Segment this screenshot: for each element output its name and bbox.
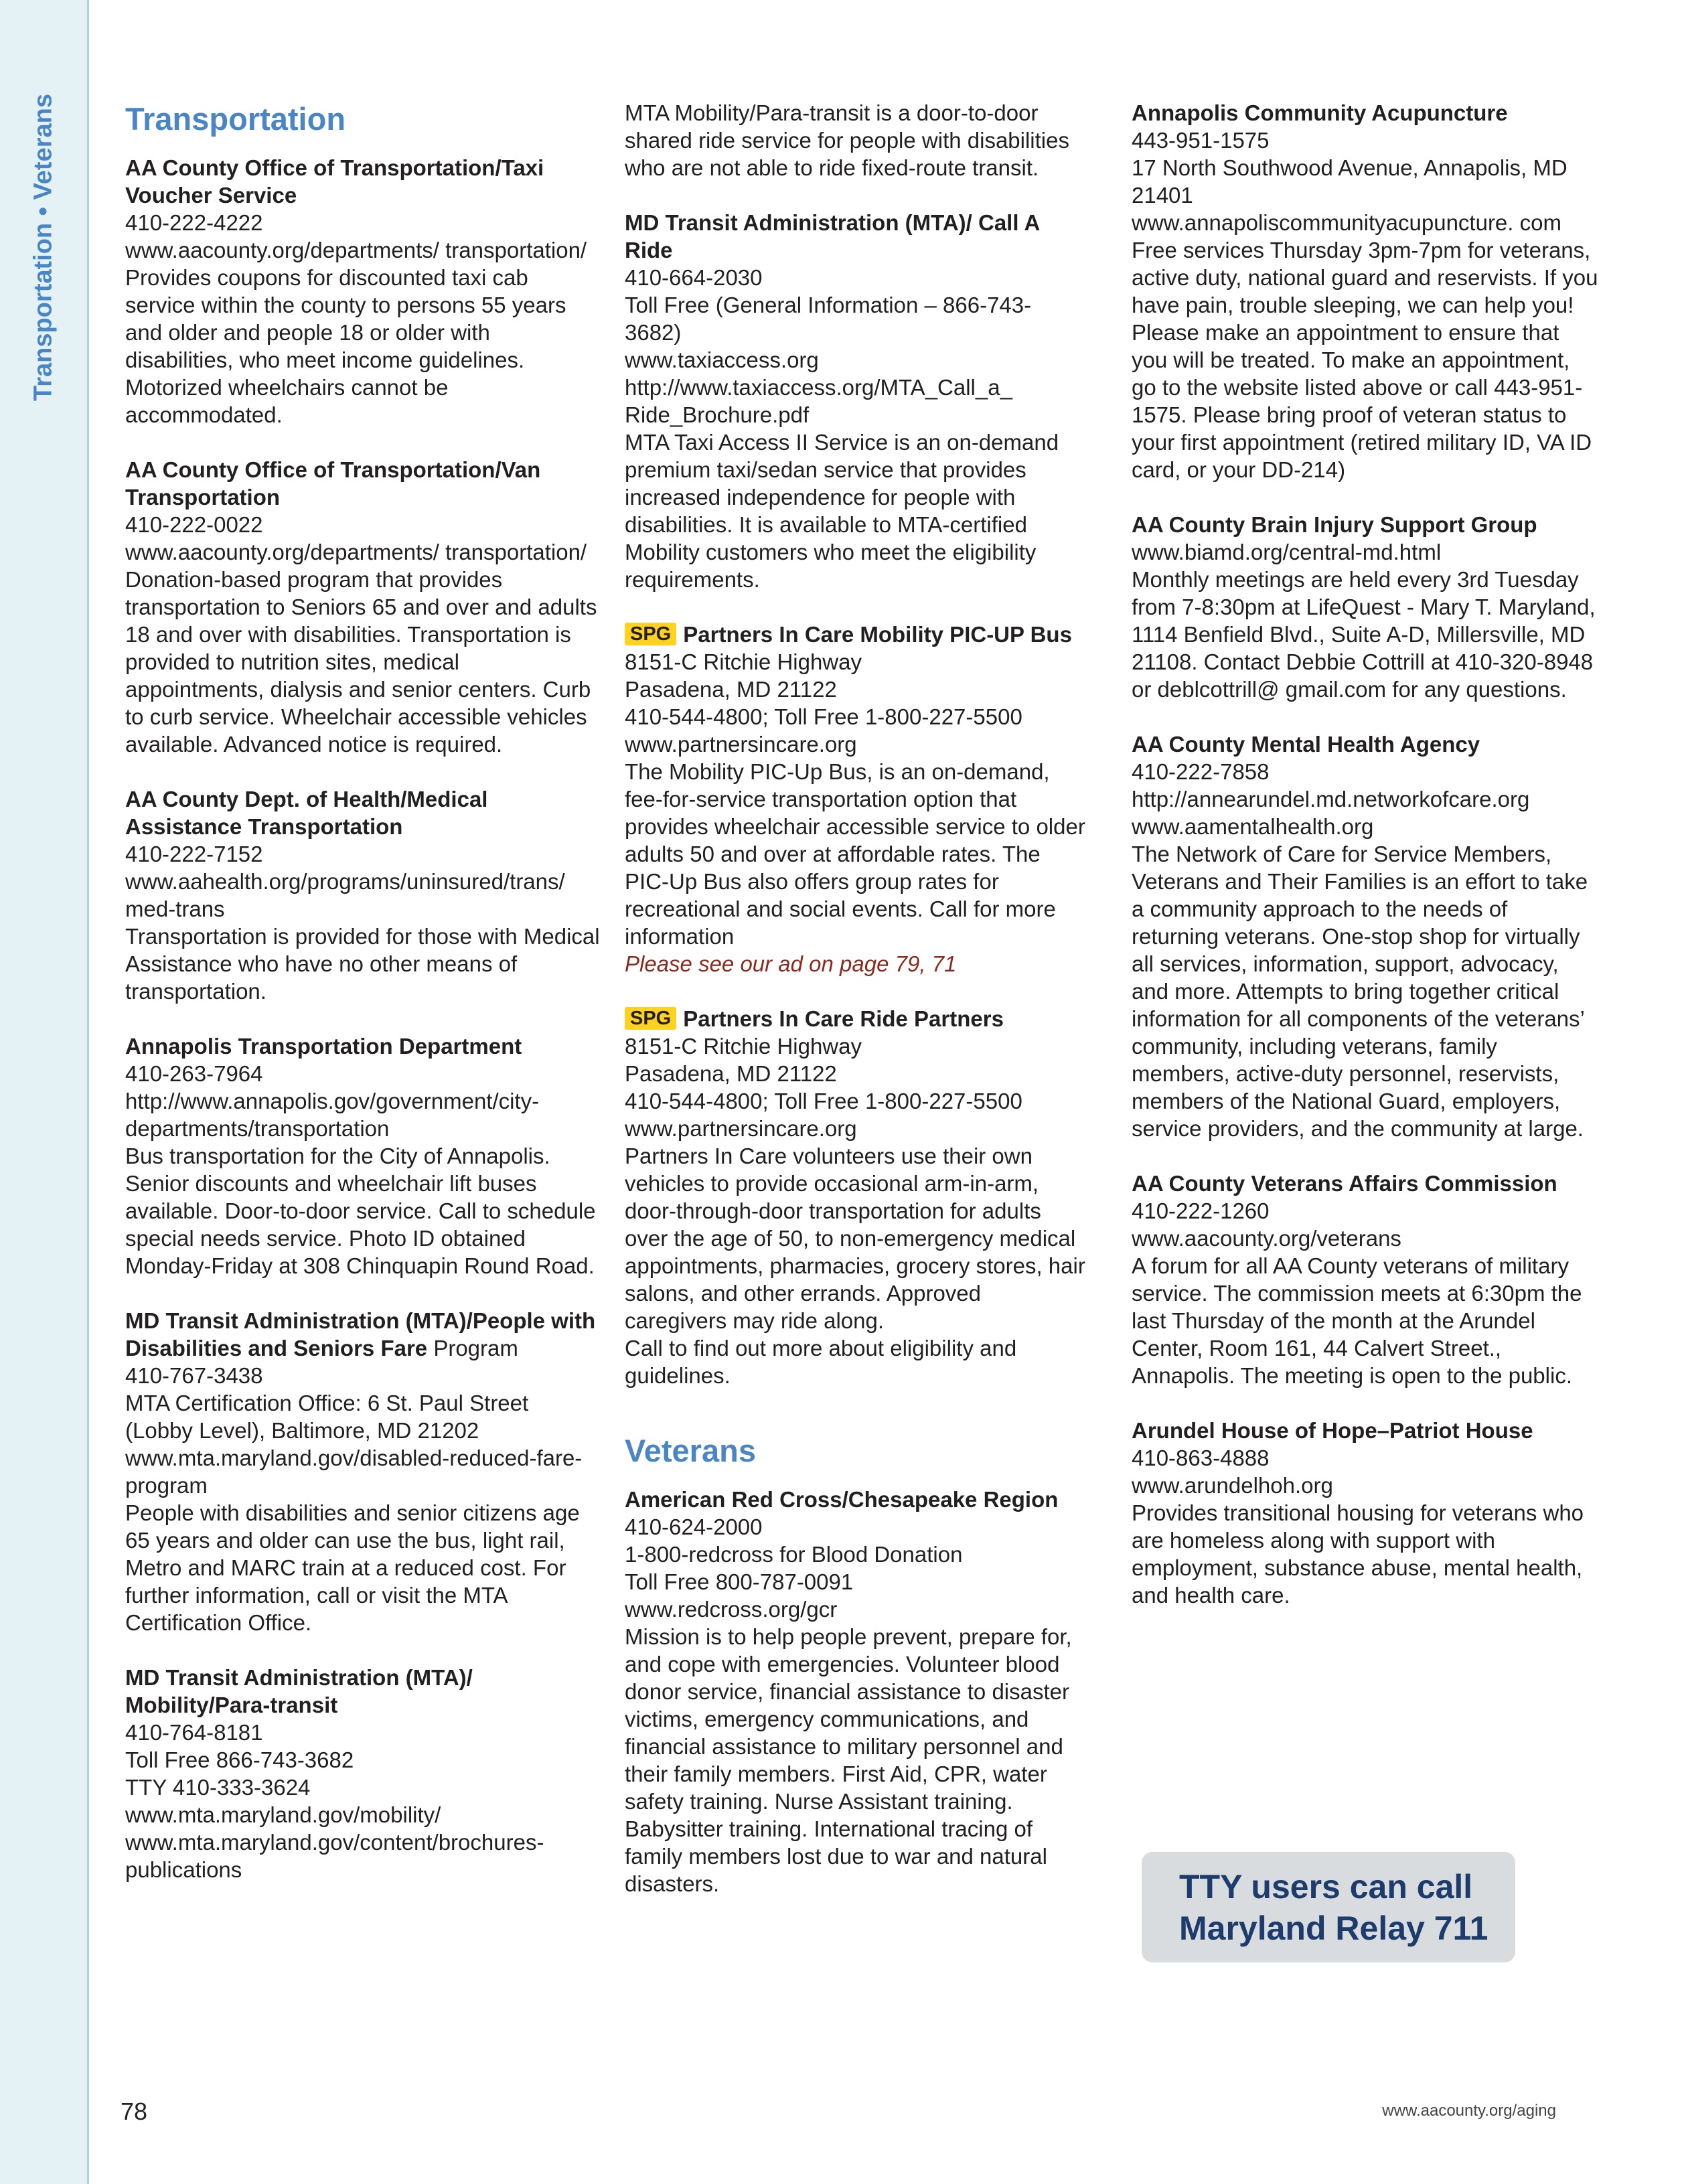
description: Monthly meetings are held every 3rd Tuesday from 7-8:30pm at LifeQuest - Mary T. Maryland, 1114 Benfield Blvd., Suite A-D, Millersville, MD 21108. Contact Debbie Cottrill at 410-320-8948 or deblcottrill@ gmail.com for any questions. xyxy=(1132,567,1596,702)
phone: 410-222-7152 xyxy=(125,842,263,866)
url[interactable]: http://www.annapolis.gov/government/city-departments/transportation xyxy=(125,1089,540,1141)
entry-veterans-affairs-commission xyxy=(1132,1170,1600,1389)
footer-url[interactable]: www.aacounty.org/aging xyxy=(1382,2102,1556,2120)
description: Bus transportation for the City of Annapolis. Senior discounts and wheelchair lift buses available. Door-to-door service. Call to schedule special needs service. Photo ID obtained Monday-Friday at 308 Chinquapin Round Road. xyxy=(125,1144,596,1278)
entry-brain-injury-support xyxy=(1132,511,1600,703)
entry-mta-mobility xyxy=(125,1664,601,1883)
description: Mission is to help people prevent, prepare for, and cope with emergencies. Volunteer blood donor service, financial assistance to disaster victims, emergency communications, and financial assistance to military personnel and their family members. First Aid, CPR, water safety training. Nurse Assistant training. Babysitter training. International tracing of family members lost due to war and natural disasters. xyxy=(625,1624,1072,1896)
toll-free-phone: Toll Free 800-787-0091 xyxy=(625,1569,854,1594)
url[interactable]: www.aacounty.org/veterans xyxy=(1132,1226,1401,1251)
entry-title: MD Transit Administration (MTA)/ Mobility/Para-transit xyxy=(125,1665,473,1717)
description: The Mobility PIC-Up Bus, is an on-demand, fee-for-service transportation option that provides wheelchair accessible service to older adults 50 and over at affordable rates. The PIC-Up Bus also offers group rates for recreational and social events. Call for more information xyxy=(625,759,1085,949)
entry-title: MD Transit Administration (MTA)/ Call A Ride xyxy=(625,210,1040,262)
section-heading-veterans: Veterans xyxy=(625,1433,756,1468)
entry-title: AA County Office of Transportation/Van Transportation xyxy=(125,457,541,510)
address: 17 North Southwood Avenue, Annapolis, MD 21401 xyxy=(1132,155,1568,208)
ad-note: Please see our ad on page 79, 71 xyxy=(625,951,957,976)
url[interactable]: www.mta.maryland.gov/mobility/ xyxy=(125,1802,441,1827)
entry-title-text: Partners In Care Mobility PIC-UP Bus xyxy=(683,622,1072,647)
entry-title: American Red Cross/Chesapeake Region xyxy=(625,1487,1059,1512)
phone: 410-544-4800; Toll Free 1-800-227-5500 xyxy=(625,704,1022,729)
description: MTA Mobility/Para-transit is a door-to-door shared ride service for people with disabilities who are not able to ride fixed-route transit. xyxy=(625,100,1069,180)
entry-title-suffix: Program xyxy=(427,1336,518,1360)
address: 8151-C Ritchie Highway xyxy=(625,649,862,674)
url[interactable]: www.aacounty.org/departments/ transportation/ xyxy=(125,238,587,262)
url[interactable]: http://annearundel.md.networkofcare.org xyxy=(1132,787,1530,811)
column-3 xyxy=(1132,99,1600,1636)
entry-van-transportation xyxy=(125,456,601,758)
address: Pasadena, MD 21122 xyxy=(625,1061,837,1086)
phone: 443-951-1575 xyxy=(1132,128,1270,153)
entry-call-a-ride xyxy=(625,209,1087,593)
url[interactable]: www.aacounty.org/departments/ transportation/ xyxy=(125,540,587,564)
address: Pasadena, MD 21122 xyxy=(625,677,837,702)
description: Donation-based program that provides transportation to Seniors 65 and over and adults 18 and over with disabilities. Transportation is provided to nutrition sites, medical appointments, dialysis and senior centers. Curb to curb service. Wheelchair accessible vehicles available. Advanced notice is required. xyxy=(125,567,597,757)
description: Free services Thursday 3pm-7pm for veterans, active duty, national guard and reservists. If you have pain, trouble sleeping, we can help you! Please make an appointment to ensure that you will be treated. To make an appointment, go to the website listed above or call 443-951-1575. Please bring proof of veteran status to your first appointment (retired military ID, VA ID card, or your DD-214) xyxy=(1132,238,1598,482)
phone: 410-222-0022 xyxy=(125,512,263,537)
entry-ride-partners xyxy=(625,1005,1087,1389)
phone: 410-863-4888 xyxy=(1132,1446,1270,1470)
entry-arundel-house-of-hope xyxy=(1132,1417,1600,1609)
phone: 410-764-8181 xyxy=(125,1720,263,1745)
page-number: 78 xyxy=(121,2098,148,2125)
entry-mta-reduced-fare xyxy=(125,1307,601,1636)
url[interactable]: www.taxiaccess.org xyxy=(625,347,819,372)
description: People with disabilities and senior citizens age 65 years and older can use the bus, light rail, Metro and MARC train at a reduced cost. For further information, call or visit the MTA Certification Office. xyxy=(125,1500,580,1635)
entry-pic-up-bus xyxy=(625,621,1087,978)
sidebar-label: Transportation • Veterans xyxy=(29,94,58,401)
entry-title: AA County Office of Transportation/Taxi Voucher Service xyxy=(125,155,544,208)
spg-badge: SPG xyxy=(625,1007,676,1030)
column-1 xyxy=(125,99,601,1911)
url[interactable]: www.mta.maryland.gov/disabled-reduced-fare-program xyxy=(125,1446,583,1498)
entry-mental-health-agency xyxy=(1132,730,1600,1142)
url[interactable]: www.aamentalhealth.org xyxy=(1132,814,1374,839)
entry-title xyxy=(625,621,1087,648)
url[interactable]: www.arundelhoh.org xyxy=(1132,1473,1333,1498)
entry-title xyxy=(125,1307,601,1362)
column-2 xyxy=(625,99,1087,1925)
url[interactable]: www.aahealth.org/programs/uninsured/trans/ med-trans xyxy=(125,869,565,921)
section-heading-transportation: Transportation xyxy=(125,101,346,137)
url[interactable]: http://www.taxiaccess.org/MTA_Call_a_ Ride_Brochure.pdf xyxy=(625,375,1012,427)
entry-title: AA County Veterans Affairs Commission xyxy=(1132,1171,1557,1196)
phone: 1-800-redcross for Blood Donation xyxy=(625,1542,963,1567)
description: Transportation is provided for those with Medical Assistance who have no other means of transportation. xyxy=(125,924,600,1004)
tty-line-1: TTY users can call xyxy=(1179,1867,1473,1905)
phone: 410-544-4800; Toll Free 1-800-227-5500 xyxy=(625,1089,1022,1113)
entry-red-cross xyxy=(625,1486,1087,1897)
spg-badge: SPG xyxy=(625,623,676,645)
url[interactable]: www.partnersincare.org xyxy=(625,732,857,757)
description: A forum for all AA County veterans of military service. The commission meets at 6:30pm the last Thursday of the month at the Arundel Center, Room 161, 44 Calvert Street., Annapolis. The meeting is open to the public. xyxy=(1132,1253,1582,1388)
entry-title: Arundel House of Hope–Patriot House xyxy=(1132,1418,1533,1443)
tty-callout-box xyxy=(1142,1852,1515,1962)
url[interactable]: www.mta.maryland.gov/content/brochures-publications xyxy=(125,1830,544,1882)
phone: 410-263-7964 xyxy=(125,1061,263,1086)
address: 8151-C Ritchie Highway xyxy=(625,1034,862,1059)
entry-taxi-voucher xyxy=(125,154,601,428)
description: The Network of Care for Service Members, Veterans and Their Families is an effort to take a community approach to the needs of returning veterans. One-stop shop for virtually all services, information, support, advocacy, and more. Attempts to bring together critical information for all components of the veterans’ community, including veterans, family members, active-duty personnel, reservists, members of the National Guard, employers, service providers, and the community at large. xyxy=(1132,842,1588,1141)
entry-title xyxy=(625,1005,1087,1032)
entry-title-text: Partners In Care Ride Partners xyxy=(683,1006,1004,1031)
entry-title: AA County Mental Health Agency xyxy=(1132,732,1480,757)
toll-free-phone: Toll Free 866-743-3682 xyxy=(125,1747,354,1772)
url[interactable]: www.redcross.org/gcr xyxy=(625,1597,838,1622)
entry-title: Annapolis Transportation Department xyxy=(125,1034,522,1059)
description: Provides coupons for discounted taxi cab service within the county to persons 55 years and older and people 18 or older with disabilities, who meet income guidelines. Motorized wheelchairs cannot be accommodated. xyxy=(125,265,566,427)
sidebar-band xyxy=(0,0,89,2184)
entry-annapolis-transportation xyxy=(125,1032,601,1279)
tty-line-2: Maryland Relay 711 xyxy=(1179,1909,1488,1947)
url[interactable]: www.biamd.org/central-md.html xyxy=(1132,540,1442,564)
entry-mta-mobility-continued xyxy=(625,99,1087,181)
phone: 410-222-1260 xyxy=(1132,1198,1270,1223)
entry-title: AA County Dept. of Health/Medical Assistance Transportation xyxy=(125,787,488,839)
description: Partners In Care volunteers use their own vehicles to provide occasional arm-in-arm, door-through-door transportation for adults over the age of 50, to non-emergency medical appointments, pharmacies, grocery stores, hair salons, and other errands. Approved caregivers may ride along. xyxy=(625,1144,1085,1333)
entry-medical-assistance-transportation xyxy=(125,785,601,1005)
tty-phone: TTY 410-333-3624 xyxy=(125,1775,311,1800)
address: MTA Certification Office: 6 St. Paul Street (Lobby Level), Baltimore, MD 21202 xyxy=(125,1391,529,1443)
entry-title-bold: MD Transit Administration (MTA)/People with Disabilities and Seniors Fare xyxy=(125,1308,596,1360)
phone: 410-767-3438 xyxy=(125,1363,263,1388)
description: MTA Taxi Access II Service is an on-demand premium taxi/sedan service that provides increased independence for people with disabilities. It is available to MTA-certified Mobility customers who meet the eligibility requirements. xyxy=(625,430,1059,592)
entry-title: Annapolis Community Acupuncture xyxy=(1132,100,1508,125)
phone: 410-222-7858 xyxy=(1132,759,1270,784)
url[interactable]: www.partnersincare.org xyxy=(625,1116,857,1141)
phone: 410-664-2030 xyxy=(625,265,763,290)
phone: 410-624-2000 xyxy=(625,1514,763,1539)
url[interactable]: www.annapoliscommunityacupuncture. com xyxy=(1132,210,1561,235)
toll-free-phone: Toll Free (General Information – 866-743-3682) xyxy=(625,293,1032,345)
entry-community-acupuncture xyxy=(1132,99,1600,483)
phone: 410-222-4222 xyxy=(125,210,263,235)
description: Provides transitional housing for veterans who are homeless along with support with employment, substance abuse, mental health, and health care. xyxy=(1132,1500,1584,1608)
entry-title: AA County Brain Injury Support Group xyxy=(1132,512,1537,537)
description: Call to find out more about eligibility and guidelines. xyxy=(625,1336,1017,1388)
